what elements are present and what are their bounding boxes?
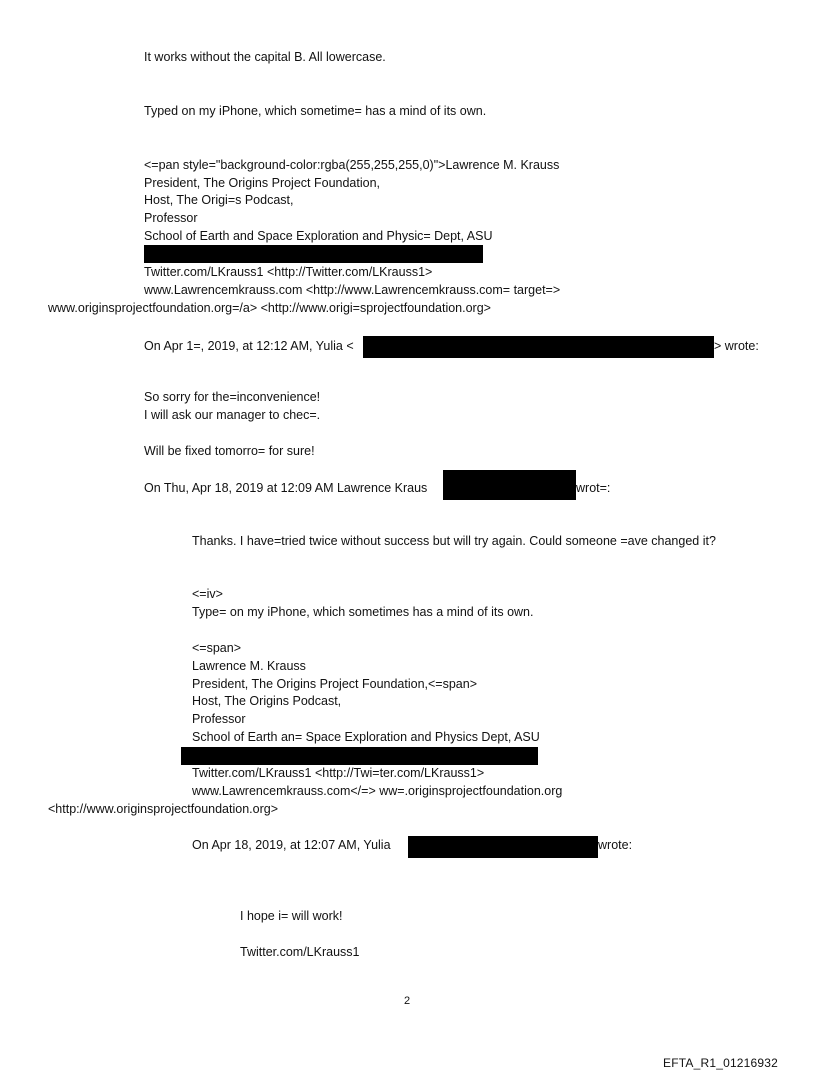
quote-header: On Apr 18, 2019, at 12:07 AM, Yulia (192, 838, 391, 852)
quote-header-tail: wrot=: (576, 481, 611, 495)
signature-line: School of Earth an= Space Exploration and Physics Dept, ASU (192, 730, 540, 744)
bates-number: EFTA_R1_01216932 (663, 1056, 779, 1070)
redaction-bar (144, 245, 483, 263)
redaction-bar (181, 747, 538, 765)
signature-link: www.originsprojectfoundation.org=/a> <http://www.origi=sprojectfoundation.org> (48, 301, 491, 315)
redaction-bar (363, 336, 714, 358)
quote-header-tail: wrote: (598, 838, 633, 852)
body-line: Will be fixed tomorro= for sure! (144, 444, 315, 458)
quoted-body-line: I hope i= will work! (240, 909, 343, 923)
quote-header-tail: > wrote: (714, 339, 759, 353)
quoted-body-line: <=span> (192, 641, 242, 655)
signature-link: www.Lawrencemkrauss.com <http://www.Lawrencemkrauss.com= target=> (144, 283, 561, 297)
quoted-body-line: <=iv> (192, 587, 223, 601)
signature-line: Professor (192, 712, 246, 726)
signature-line: Host, The Origins Podcast, (192, 694, 342, 708)
signature-link: <http://www.originsprojectfoundation.org> (48, 802, 278, 816)
signature-line: Host, The Origi=s Podcast, (144, 193, 294, 207)
quoted-body-line: Twitter.com/LKrauss1 (240, 945, 360, 959)
signature-line: Professor (144, 211, 198, 225)
body-line: So sorry for the=inconvenience! (144, 390, 321, 404)
body-line: Typed on my iPhone, which sometime= has a mind of its own. (144, 104, 487, 118)
signature-link: Twitter.com/LKrauss1 <http://Twi=ter.com/LKrauss1> (192, 766, 485, 780)
quote-header: On Thu, Apr 18, 2019 at 12:09 AM Lawrence Kraus (144, 481, 428, 495)
page-number: 2 (404, 995, 411, 1007)
quoted-body-line: Type= on my iPhone, which sometimes has a mind of its own. (192, 605, 534, 619)
signature-link: www.Lawrencemkrauss.com</=> ww=.originsprojectfoundation.org (192, 784, 563, 798)
signature-line: President, The Origins Project Foundation, (144, 176, 381, 190)
signature-line: School of Earth and Space Exploration and Physic= Dept, ASU (144, 229, 493, 243)
body-line: I will ask our manager to chec=. (144, 408, 321, 422)
signature-line: <=pan style="background-color:rgba(255,255,255,0)">Lawrence M. Krauss (144, 158, 560, 172)
signature-line: Lawrence M. Krauss (192, 659, 306, 673)
signature-line: President, The Origins Project Foundation,<=span> (192, 677, 478, 691)
redaction-bar (443, 470, 576, 500)
redaction-bar (408, 836, 598, 858)
signature-link: Twitter.com/LKrauss1 <http://Twitter.com/LKrauss1> (144, 265, 433, 279)
quote-header: On Apr 1=, 2019, at 12:12 AM, Yulia < (144, 339, 354, 353)
quoted-body-line: Thanks. I have=tried twice without success but will try again. Could someone =ave changed it? (192, 534, 716, 548)
body-line: It works without the capital B. All lowercase. (144, 50, 386, 64)
